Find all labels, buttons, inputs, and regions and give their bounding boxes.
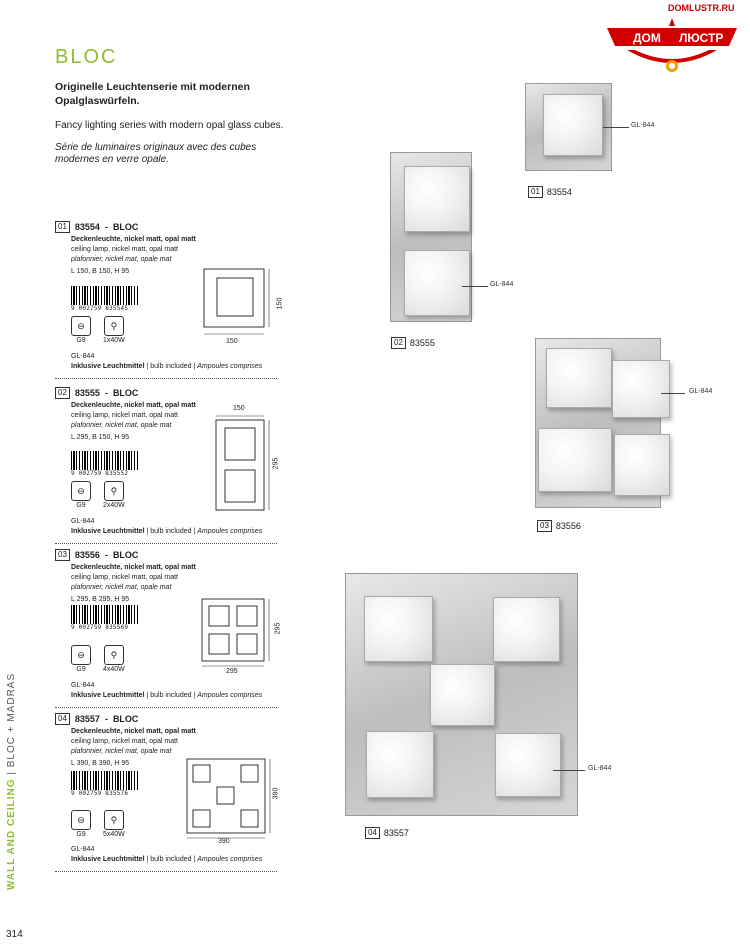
dim-width: 150	[233, 405, 245, 412]
barcode-number: 9 002759 835576	[71, 790, 129, 797]
glass-cube	[612, 360, 670, 418]
spec-icons-01	[71, 316, 125, 344]
bulb-included-note	[71, 856, 262, 863]
incl-english: bulb included	[150, 692, 192, 699]
intro-german: Originelle Leuchtenserie mit modernen Opalglaswürfeln.	[55, 81, 250, 107]
desc-german: Deckenleuchte, nickel matt, opal matt	[71, 236, 196, 243]
desc-french: plafonnier, nickel mat, opale mat	[71, 748, 172, 755]
desc-german: Deckenleuchte, nickel matt, opal matt	[71, 402, 196, 409]
leader-line	[603, 127, 629, 128]
desc-english: ceiling lamp, nickel matt, opal matt	[71, 412, 178, 419]
desc-english: ceiling lamp, nickel matt, opal matt	[71, 246, 178, 253]
photo-number: 03	[537, 520, 552, 532]
incl-english: bulb included	[150, 363, 192, 370]
incl-sep: |	[191, 363, 198, 370]
incl-english: bulb included	[150, 528, 192, 535]
glass-cube	[543, 94, 603, 156]
socket-icon: ⊖	[71, 481, 91, 501]
incl-german: Inklusive Leuchtmittel	[71, 528, 145, 535]
divider	[55, 378, 277, 379]
desc-french: plafonnier, nickel mat, opale mat	[71, 584, 172, 591]
incl-german: Inklusive Leuchtmittel	[71, 692, 145, 699]
product-code: 83555	[74, 388, 100, 398]
incl-english: bulb included	[150, 856, 192, 863]
barcode-03	[71, 605, 139, 631]
line-drawing-01	[203, 268, 283, 350]
spine-section-name: WALL AND CEILING	[6, 778, 17, 890]
photo-glass-tag: GL-844	[588, 765, 612, 772]
dim-width: 390	[218, 838, 230, 845]
barcode-bars	[71, 451, 139, 470]
glass-cube	[495, 733, 561, 797]
leader-line	[661, 393, 685, 394]
barcode-04	[71, 771, 139, 797]
desc-german: Deckenleuchte, nickel matt, opal matt	[71, 564, 196, 571]
incl-sep: |	[144, 528, 151, 535]
incl-french: Ampoules comprises	[197, 692, 263, 699]
bulb-icon: ⚲	[104, 810, 124, 830]
glass-cube	[493, 597, 560, 662]
photo-label-04	[365, 827, 409, 839]
intro-english: Fancy lighting series with modern opal glass cubes.	[55, 120, 284, 131]
glass-cube	[404, 166, 470, 232]
photo-code: 83555	[409, 338, 435, 348]
dim-width: 295	[226, 668, 238, 675]
barcode-01	[71, 286, 139, 312]
line-drawing-04	[186, 758, 282, 848]
bulb-wattage: 5x40W	[103, 831, 125, 838]
product-number: 04	[55, 713, 70, 725]
desc-english: ceiling lamp, nickel matt, opal matt	[71, 738, 178, 745]
page-title: BLOC	[55, 46, 118, 68]
chandelier-logo-icon	[597, 14, 747, 76]
logo-word-left: ДОМ	[633, 31, 661, 45]
spec-icons-03	[71, 645, 125, 673]
incl-sep: |	[191, 692, 198, 699]
product-code: 83556	[74, 550, 100, 560]
dimensions: L 295, B 150, H 95	[71, 434, 130, 441]
glass-cube	[364, 596, 433, 662]
logo-site-url	[668, 3, 735, 13]
logo-word-right: ЛЮСТР	[679, 31, 724, 45]
incl-sep: |	[191, 856, 198, 863]
desc-english: ceiling lamp, nickel matt, opal matt	[71, 574, 178, 581]
photo-label-02	[391, 337, 435, 349]
photo-label-01	[528, 186, 572, 198]
product-name: BLOC	[112, 550, 139, 560]
dim-height: 150	[276, 297, 284, 310]
line-drawing-02	[215, 412, 280, 512]
socket-label: G9	[76, 337, 86, 344]
incl-sep: |	[191, 528, 198, 535]
bulb-icon: ⚲	[104, 316, 124, 336]
product-code: 83554	[74, 222, 100, 232]
product-number: 01	[55, 221, 70, 233]
incl-sep: |	[144, 856, 151, 863]
product-dash: -	[104, 222, 108, 232]
socket-label: G9	[76, 666, 86, 673]
bulb-included-note	[71, 363, 262, 370]
desc-french: plafonnier, nickel mat, opale mat	[71, 256, 172, 263]
incl-sep: |	[144, 692, 151, 699]
photo-number: 02	[391, 337, 406, 349]
dim-height: 295	[274, 622, 282, 635]
product-name: BLOC	[112, 714, 139, 724]
dimensions: L 150, B 150, H 95	[71, 268, 130, 275]
product-number: 02	[55, 387, 70, 399]
section-spine	[6, 630, 17, 890]
product-name: BLOC	[112, 222, 139, 232]
glass-cube	[538, 428, 612, 492]
incl-french: Ampoules comprises	[197, 856, 263, 863]
barcode-number: 9 002759 835552	[71, 470, 129, 477]
spec-icons-04	[71, 810, 125, 838]
barcode-number: 9 002759 835545	[71, 305, 129, 312]
glass-code: GL-844	[71, 682, 95, 689]
dim-height: 390	[272, 787, 280, 800]
page-number: 314	[6, 929, 23, 940]
logo-site-suffix: .RU	[719, 3, 735, 13]
product-number: 03	[55, 549, 70, 561]
glass-cube	[614, 434, 670, 496]
divider	[55, 707, 277, 708]
divider	[55, 871, 277, 872]
glass-cube	[404, 250, 470, 316]
photo-code: 83556	[555, 521, 581, 531]
barcode-bars	[71, 771, 139, 790]
socket-icon: ⊖	[71, 810, 91, 830]
product-dash: -	[104, 550, 108, 560]
desc-german: Deckenleuchte, nickel matt, opal matt	[71, 728, 196, 735]
product-name: BLOC	[112, 388, 139, 398]
spec-icons-02	[71, 481, 125, 509]
photo-glass-tag: GL-844	[689, 388, 713, 395]
barcode-bars	[71, 605, 139, 624]
dimensions: L 390, B 390, H 95	[71, 760, 130, 767]
barcode-number: 9 002759 835569	[71, 624, 129, 631]
bulb-included-note	[71, 692, 262, 699]
incl-german: Inklusive Leuchtmittel	[71, 856, 145, 863]
leader-line	[553, 770, 585, 771]
divider	[55, 543, 277, 544]
photo-code: 83554	[546, 187, 572, 197]
photo-number: 04	[365, 827, 380, 839]
bulb-included-note	[71, 528, 262, 535]
bulb-wattage: 4x40W	[103, 666, 125, 673]
glass-code: GL-844	[71, 353, 95, 360]
product-dash: -	[104, 388, 108, 398]
photo-code: 83557	[383, 828, 409, 838]
line-drawing-03	[201, 598, 281, 678]
glass-code: GL-844	[71, 846, 95, 853]
intro-french: Série de luminaires originaux avec des cubes modernes en verre opale.	[55, 142, 257, 165]
glass-cube	[430, 664, 495, 726]
incl-german: Inklusive Leuchtmittel	[71, 363, 145, 370]
incl-sep: |	[144, 363, 151, 370]
socket-label: G9	[76, 831, 86, 838]
leader-line	[462, 286, 488, 287]
spine-separator: |	[6, 767, 17, 779]
spine-series-name: BLOC + MADRAS	[6, 672, 17, 768]
product-code: 83557	[74, 714, 100, 724]
glass-cube	[546, 348, 612, 408]
glass-code: GL-844	[71, 518, 95, 525]
dim-width: 150	[226, 338, 238, 345]
dimensions: L 295, B 295, H 95	[71, 596, 130, 603]
photo-glass-tag: GL-844	[490, 281, 514, 288]
socket-icon: ⊖	[71, 316, 91, 336]
photo-glass-tag: GL-844	[631, 122, 655, 129]
bulb-wattage: 1x40W	[103, 337, 125, 344]
photo-number: 01	[528, 186, 543, 198]
barcode-bars	[71, 286, 139, 305]
bulb-wattage: 2x40W	[103, 502, 125, 509]
socket-icon: ⊖	[71, 645, 91, 665]
incl-french: Ampoules comprises	[197, 528, 263, 535]
desc-french: plafonnier, nickel mat, opale mat	[71, 422, 172, 429]
dim-height: 295	[272, 457, 280, 470]
incl-french: Ampoules comprises	[197, 363, 263, 370]
glass-cube	[366, 731, 434, 798]
socket-label: G9	[76, 502, 86, 509]
product-block-03	[55, 549, 280, 605]
product-dash: -	[104, 714, 108, 724]
logo-site-prefix: DOMLUSTR	[668, 3, 719, 13]
barcode-02	[71, 451, 139, 477]
bulb-icon: ⚲	[104, 645, 124, 665]
bulb-icon: ⚲	[104, 481, 124, 501]
photo-label-03	[537, 520, 581, 532]
